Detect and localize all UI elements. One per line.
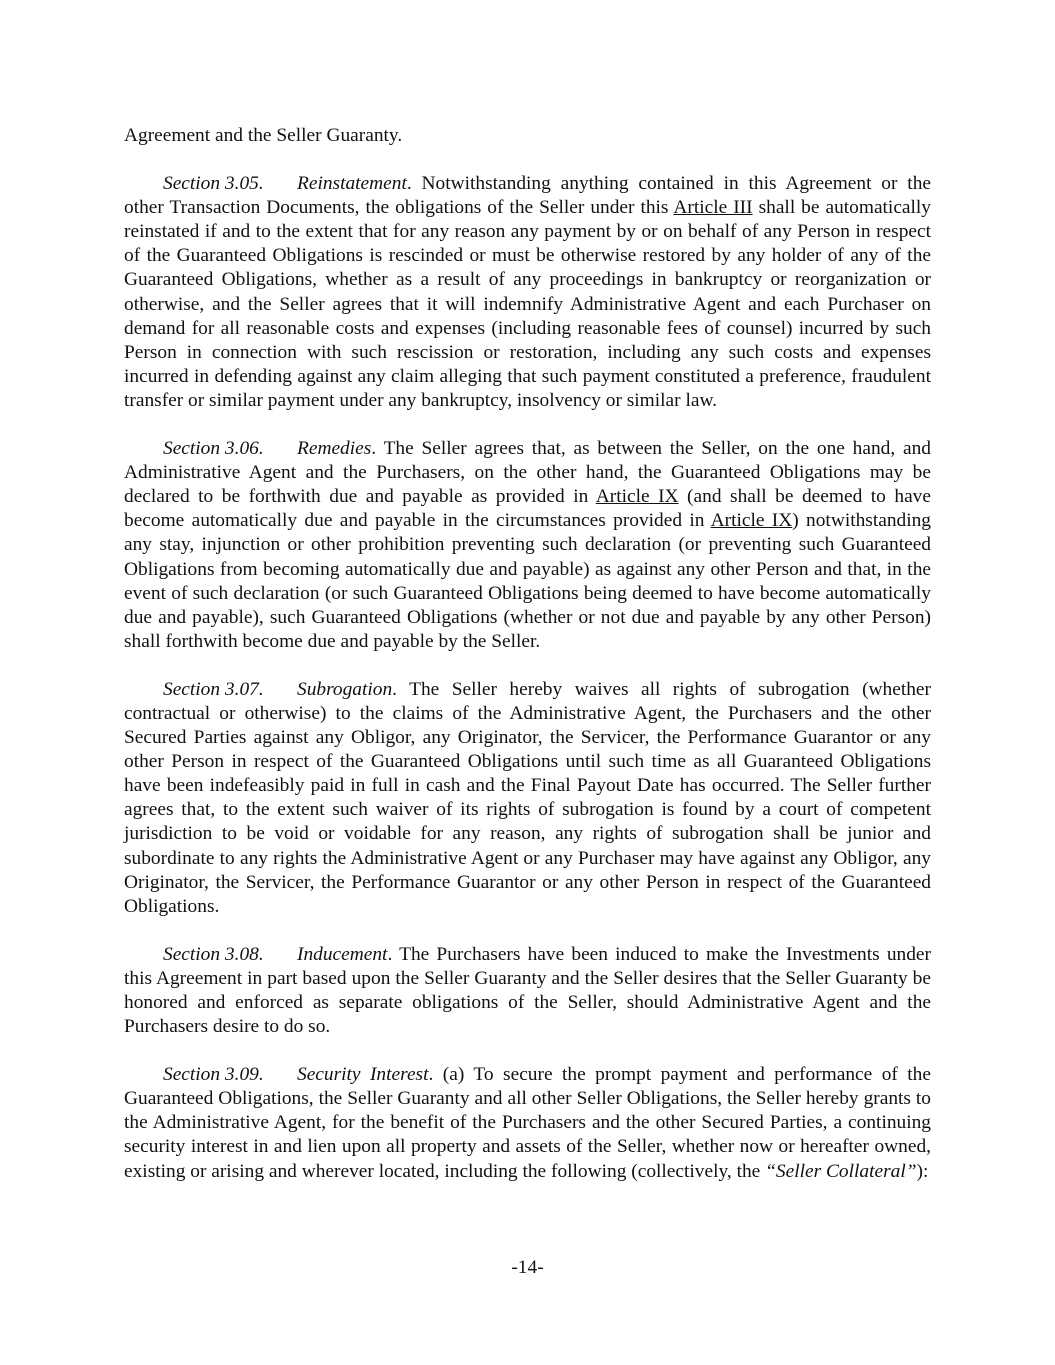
section-text: . The Seller hereby waives all rights of subrogation (whether contractual or otherwise) to the claims of the Administrative Agent, the Purchasers and the other Secured Parties against any Obligor, any Originator, the Servicer, the Performance Guarantor or any other Person in respect of the Guaranteed Obligations until such time as all Guaranteed Obligations have been indefeasibly paid in full in cash and the Final Payout Date has occurred. The Seller further agrees that, to the extent such waiver of its rights of subrogation is found by a court of competent jurisdiction to be void or voidable for any reason, any rights of subrogation shall be junior and subordinate to any rights the Administrative Agent or any Purchaser may have against any Obligor, any Originator, the Servicer, the Performance Guarantor or any other Person in respect of the Guaranteed Obligations. [124,678,931,917]
carry-over-text: Agreement and the Seller Guaranty. [124,125,403,146]
article-reference: Article IX [710,510,793,532]
article-reference: Article III [673,197,753,219]
section-text: ): [916,1160,929,1182]
section-text: shall be automatically reinstated if and to the extent that for any reason any payment by or on behalf of any Person in respect of the Guaranteed Obligations is rescinded or must be otherwise restored by any holder of any of the Guaranteed Obligations, whether as a result of any proceedings in bankruptcy or reorganization or otherwise, and the Seller agrees that it will indemnify Administrative Agent and each Purchaser on demand for all reasonable costs and expenses (including reasonable fees of counsel) incurred by such Person in connection with such rescission or restoration, including any such costs and expenses incurred in defending against any claim alleging that such payment constituted a preference, fraudulent transfer or similar payment under any bankruptcy, insolvency or similar law. [124,197,932,411]
section-text: (and shall be deemed to have become automatically due and payable in the circumstances provided in [124,486,931,532]
defined-term: “Seller Collateral” [765,1160,917,1182]
section-title: Inducement [297,943,388,965]
section-title: Reinstatement [297,173,407,195]
section-text: . The Purchasers have been induced to make the Investments under this Agreement in part based upon the Seller Guaranty and the Seller desires that the Seller Guaranty be honored and enforced as separate obligations of the Seller, should Administrative Agent and the Purchasers desire to do so. [124,943,931,1038]
page-number: -14- [511,1257,544,1278]
section-text: . The Seller agrees that, as between the Seller, on the one hand, and Administrative Agent and the Purchasers, on the other hand, the Guaranteed Obligations may be declared to be forthwith due and payable as provided in [124,438,931,508]
section-number: Section 3.06. [163,438,264,460]
section-title: Security Interest [297,1064,429,1086]
section-number: Section 3.09. [163,1064,264,1086]
document-page [124,124,931,1208]
section-number: Section 3.08. [163,943,264,965]
article-reference: Article IX [595,486,679,508]
section-3-06-paragraph [124,437,931,654]
section-text: . (a) To secure the prompt payment and performance of the Guaranteed Obligations, the Seller Guaranty and all other Seller Obligations, the Seller hereby grants to the Administrative Agent, for the benefit of the Purchasers and the other Secured Parties, a continuing security interest in and lien upon all property and assets of the Seller, whether now or hereafter owned, existing or arising and wherever located, including the following (collectively, the [124,1064,931,1182]
section-3-07-paragraph [124,678,931,919]
section-text: . Notwithstanding anything contained in this Agreement or the other Transaction Documents, the obligations of the Seller under this [124,173,931,219]
carry-over-paragraph [124,124,931,148]
section-3-05-paragraph [124,172,931,413]
section-title: Subrogation [297,678,393,700]
section-number: Section 3.07. [163,678,264,700]
section-title: Remedies [297,438,372,460]
section-text: ) notwithstanding any stay, injunction or other prohibition preventing such declaration (or preventing such Guaranteed Obligations from becoming automatically due and payable) as against any other Person and that, in the event of such declaration (or such Guaranteed Obligations being deemed to have become automatically due and payable), such Guaranteed Obligations (whether or not due and payable by any other Person) shall forthwith become due and payable by the Seller. [124,510,931,652]
section-number: Section 3.05. [163,173,264,195]
section-3-09-paragraph [124,1063,931,1183]
section-3-08-paragraph [124,943,931,1039]
